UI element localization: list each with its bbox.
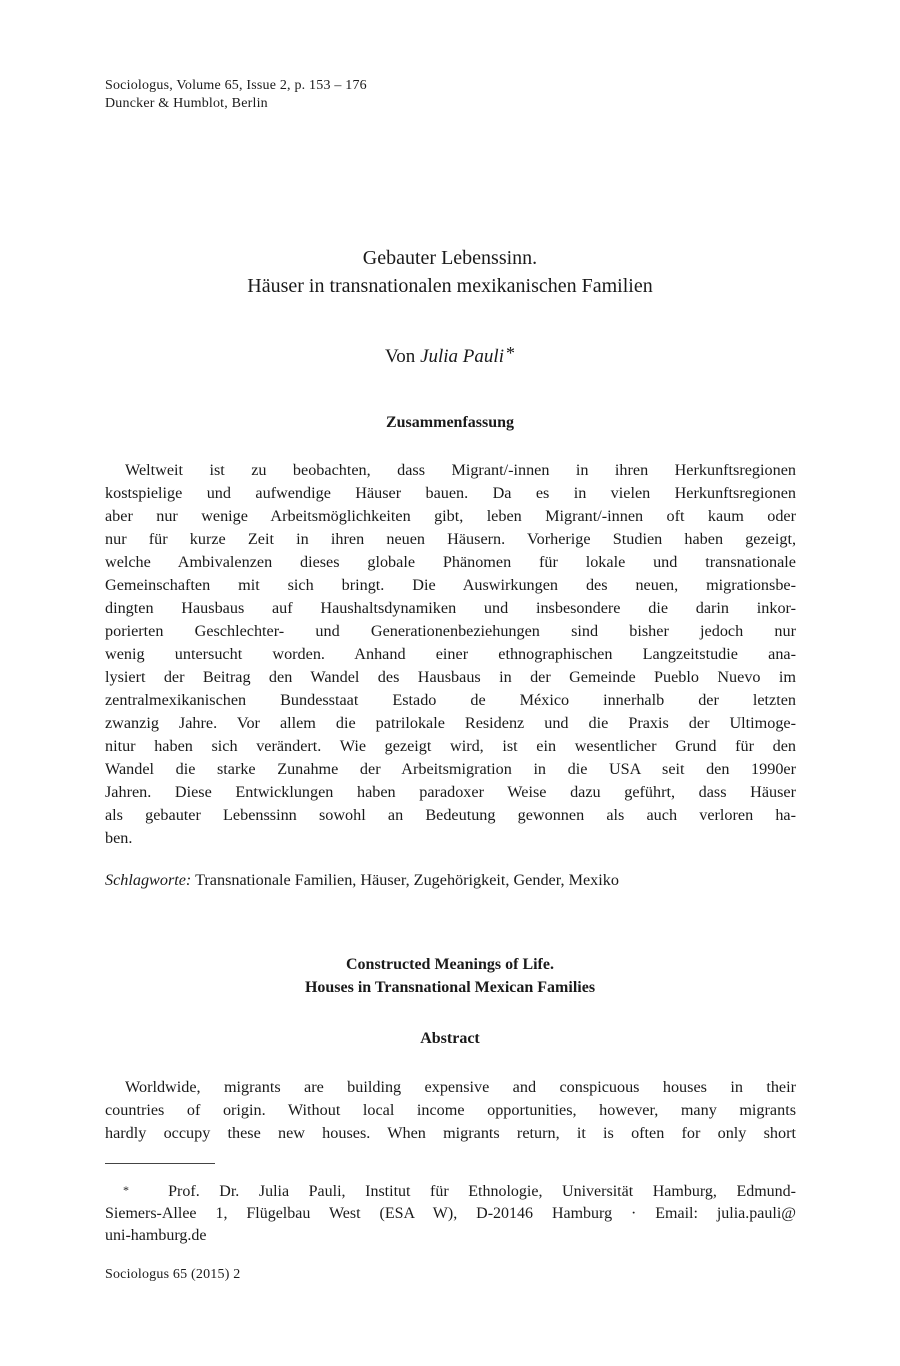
english-title-line-2: Houses in Transnational Mexican Families [304,979,596,996]
zusammenfassung-line: dingten Hausbaus auf Haushaltsdynamiken und insbesondere die darin inkor- [105,599,796,617]
article-title [0,244,900,300]
journal-header [105,77,367,113]
zusammenfassung-line: ben. [105,829,133,847]
zusammenfassung-line: Wandel die starke Zunahme der Arbeitsmigration in die USA seit den 1990er [105,760,796,778]
zusammenfassung-line: Gemeinschaften mit sich bringt. Die Auswirkungen des neuen, migrationsbe- [105,576,796,594]
journal-citation: Sociologus, Volume 65, Issue 2, p. 153 – 176 [105,78,367,93]
english-title-line-1: Constructed Meanings of Life. [346,956,554,973]
keywords-line [105,869,619,892]
author-footnote-marker: * [505,343,515,363]
zusammenfassung-line: nitur haben sich verändert. Wie gezeigt wird, ist ein wesentlicher Grund für den [105,737,796,755]
zusammenfassung-line: zentralmexikanischen Bundesstaat Estado de México innerhalb der letzten [105,691,796,709]
author-prefix: Von [385,346,416,367]
zusammenfassung-body [105,459,796,850]
zusammenfassung-heading: Zusammenfassung [385,414,515,431]
zusammenfassung-line: kostspielige und aufwendige Häuser bauen. Da es in vielen Herkunftsregionen [105,484,796,502]
zusammenfassung-line: nur für kurze Zeit in ihren neuen Häusern. Vorherige Studien haben gezeigt, [105,530,796,548]
title-line-1: Gebauter Lebenssinn. [362,247,538,269]
abstract-line: Worldwide, migrants are building expensive and conspicuous houses in their [125,1078,796,1096]
zusammenfassung-line: zwanzig Jahre. Vor allem die patrilokale Residenz und die Praxis der Ultimoge- [105,714,796,732]
abstract-line: countries of origin. Without local income opportunities, however, many migrants [105,1101,796,1119]
abstract-heading: Abstract [420,1030,480,1047]
author-line [0,344,900,370]
page-footer: Sociologus 65 (2015) 2 [105,1267,241,1282]
footnote-line-1-text: Prof. Dr. Julia Pauli, Institut für Ethnologie, Universität Hamburg, Edmund- [168,1183,796,1200]
footnote-marker: * [123,1183,129,1197]
zusammenfassung-line: Jahren. Diese Entwicklungen haben paradoxer Weise dazu geführt, dass Häuser [105,783,796,801]
zusammenfassung-line: aber nur wenige Arbeitsmöglichkeiten gibt, leben Migrant/-innen oft kaum oder [105,507,796,525]
abstract-line: hardly occupy these new houses. When migrants return, it is often for only short [105,1124,796,1142]
author-name: Julia Pauli [420,346,504,367]
footnote-line-3: uni-hamburg.de [105,1227,207,1244]
zusammenfassung-line: Weltweit ist zu beobachten, dass Migrant/-innen in ihren Herkunftsregionen [125,461,796,479]
footnote-line-2: Siemers-Allee 1, Flügelbau West (ESA W), D-20146 Hamburg · Email: julia.pauli@ [105,1205,796,1222]
footnote-divider [105,1163,215,1164]
title-line-2: Häuser in transnationalen mexikanischen Familien [247,275,653,297]
footnote-line-1 [105,1181,796,1203]
keywords-text: Transnationale Familien, Häuser, Zugehörigkeit, Gender, Mexiko [195,871,619,889]
abstract-body [105,1076,796,1145]
author-footnote [105,1181,796,1247]
publisher-line: Duncker & Humblot, Berlin [105,96,268,111]
zusammenfassung-line: porierten Geschlechter- und Generationenbeziehungen sind bisher jedoch nur [105,622,796,640]
zusammenfassung-line: lysiert der Beitrag den Wandel des Hausbaus in der Gemeinde Pueblo Nuevo im [105,668,796,686]
zusammenfassung-line: als gebauter Lebenssinn sowohl an Bedeutung gewonnen als auch verloren ha- [105,806,796,824]
zusammenfassung-line: wenig untersucht worden. Anhand einer ethnographischen Langzeitstudie ana- [105,645,796,663]
zusammenfassung-line: welche Ambivalenzen dieses globale Phänomen für lokale und transnationale [105,553,796,571]
keywords-label: Schlagworte: [105,871,192,889]
english-title [0,953,900,999]
